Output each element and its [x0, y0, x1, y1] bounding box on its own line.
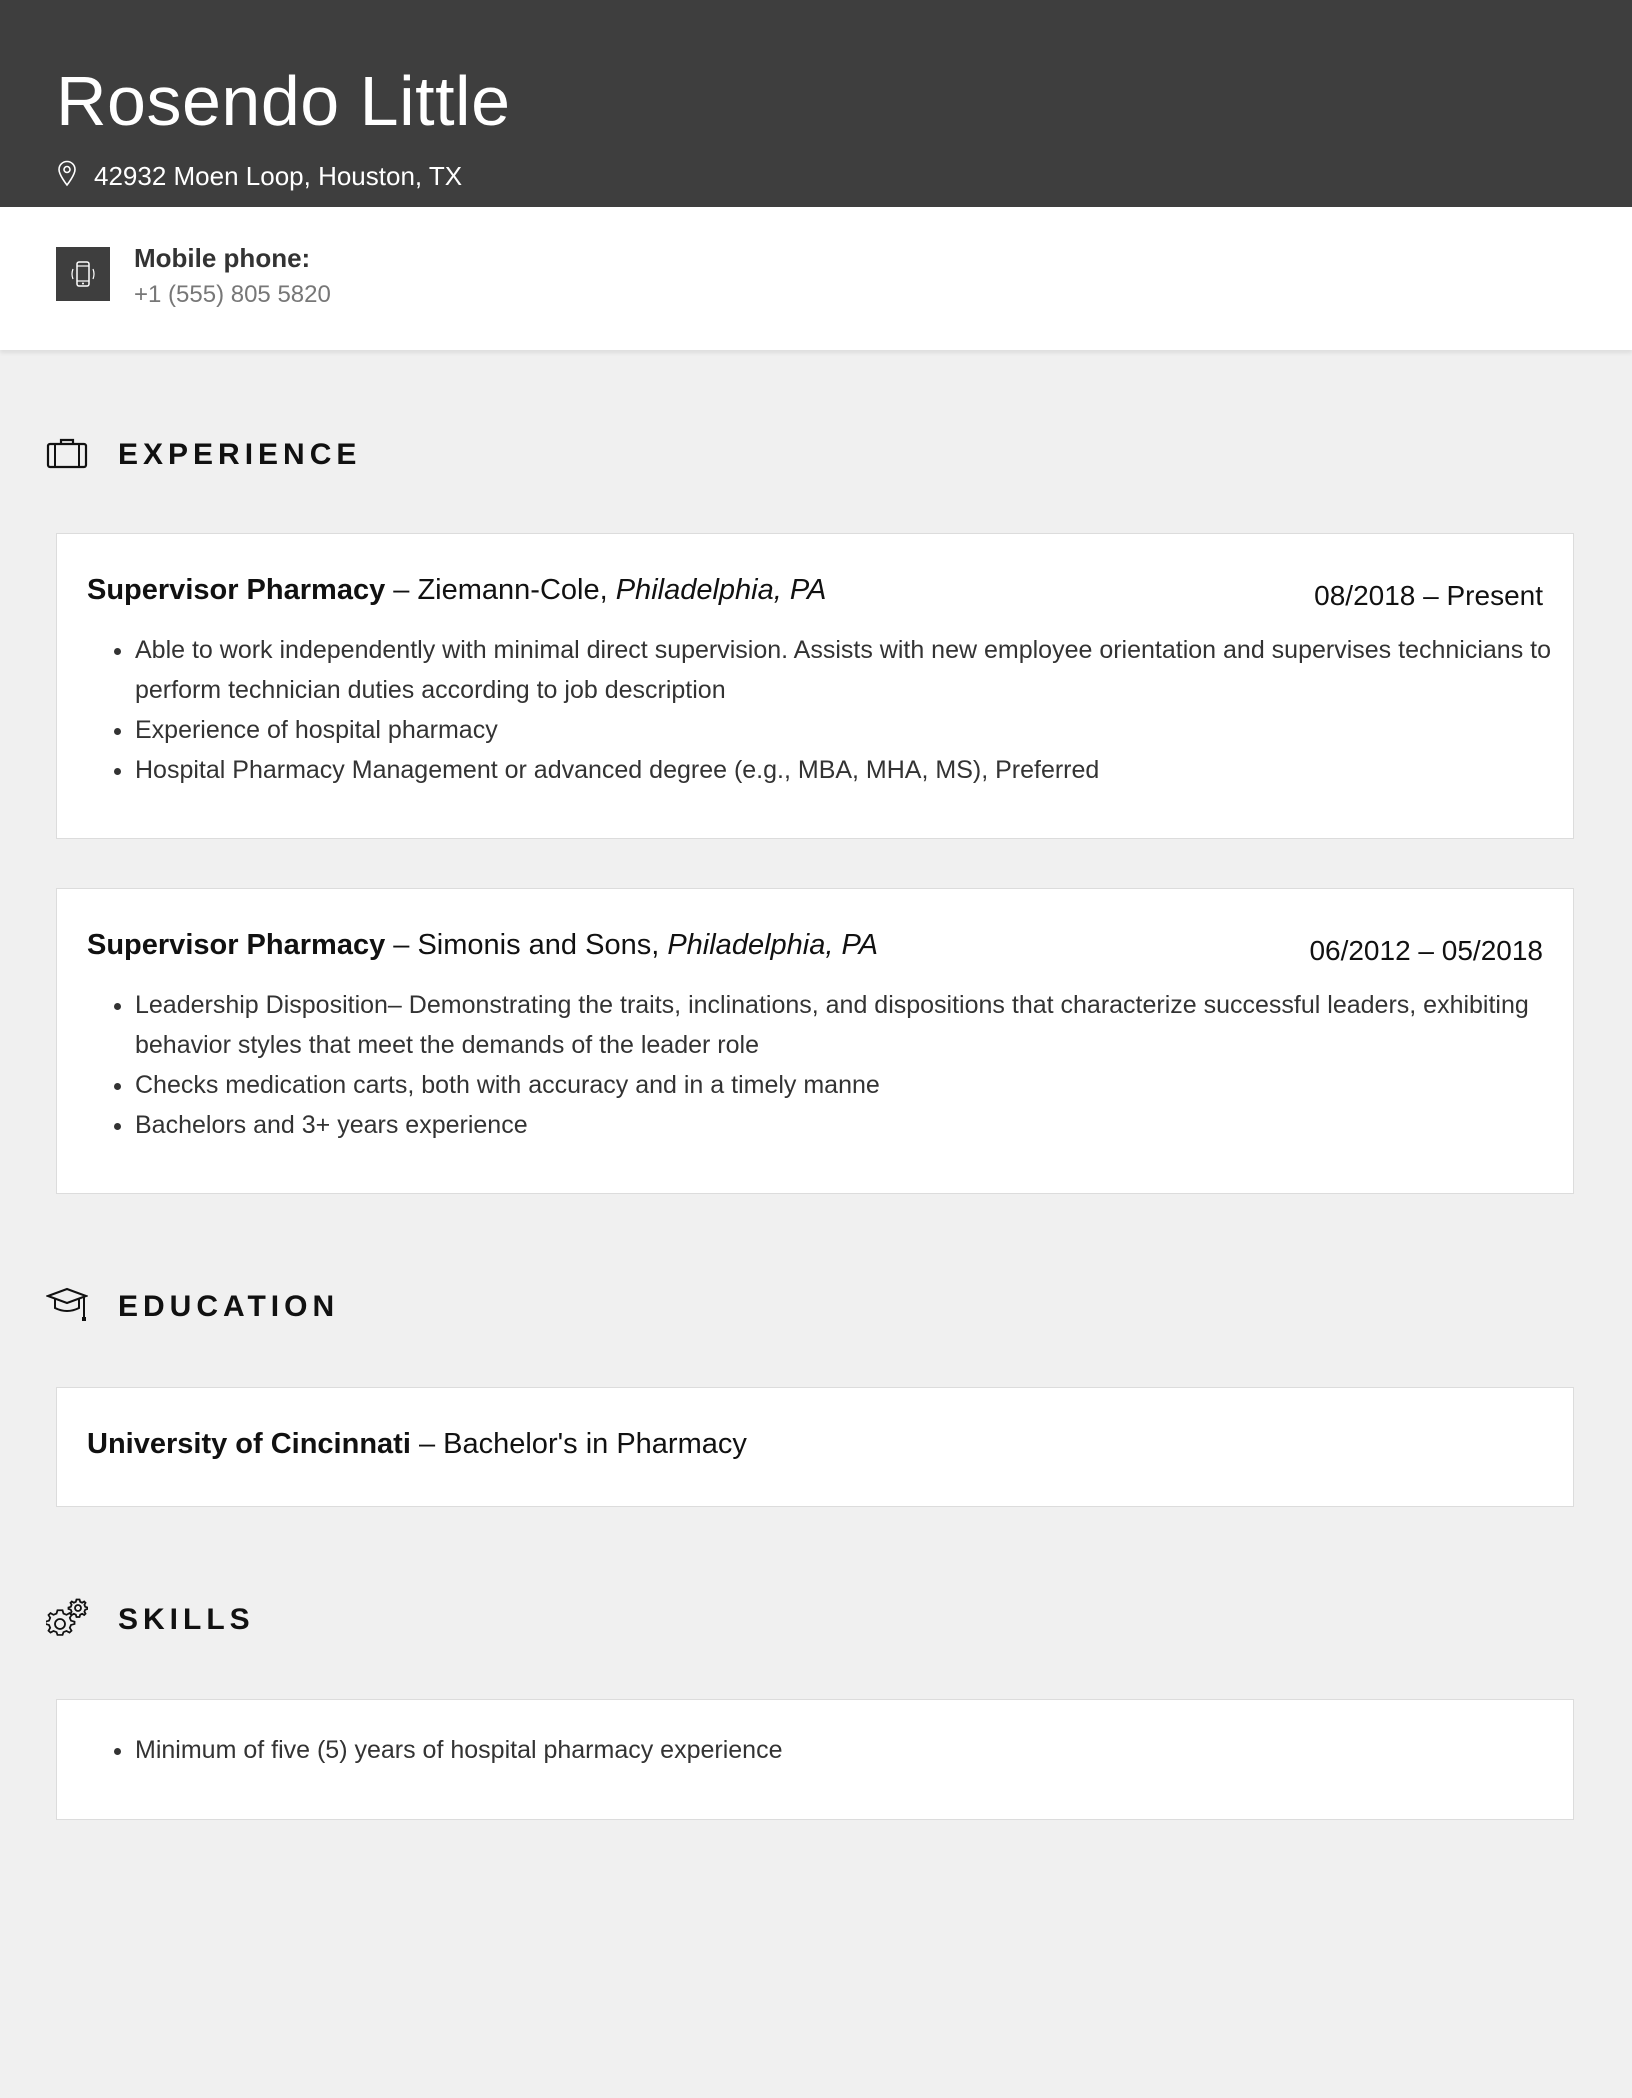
resume-header — [0, 0, 1632, 207]
job-role: Supervisor Pharmacy — [87, 929, 386, 961]
list-item: • Experience of hospital pharmacy — [135, 710, 1555, 750]
job-bullet-list — [57, 630, 1555, 790]
experience-title-line — [87, 574, 826, 607]
education-card — [56, 1387, 1574, 1507]
location-pin-icon — [56, 159, 94, 194]
list-item: • Checks medication carts, both with accuracy and in a timely manne — [135, 1065, 1555, 1105]
skills-title: SKILLS — [118, 1603, 255, 1636]
phone-label: Mobile phone: — [134, 243, 311, 273]
job-location: Philadelphia, PA — [667, 929, 878, 961]
experience-card — [56, 533, 1574, 839]
job-location: Philadelphia, PA — [615, 574, 827, 606]
experience-section-header — [46, 435, 361, 475]
comma-separator: , — [599, 574, 616, 606]
list-item: • Minimum of five (5) years of hospital pharmacy experience — [135, 1730, 1555, 1770]
comma-separator: , — [651, 929, 668, 961]
gears-icon — [46, 1598, 88, 1643]
experience-title-line — [87, 929, 878, 962]
degree-name: Bachelor's in Pharmacy — [443, 1428, 747, 1460]
school-name: University of Cincinnati — [87, 1428, 411, 1460]
company-name: Simonis and Sons — [417, 929, 652, 961]
list-item: • Hospital Pharmacy Management or advanced degree (e.g., MBA, MHA, MS), Preferred — [135, 750, 1555, 790]
skills-section-header — [46, 1600, 255, 1640]
mobile-phone-icon — [56, 247, 110, 301]
candidate-name: Rosendo Little — [56, 62, 511, 140]
title-separator: – — [393, 929, 418, 961]
list-item: • Leadership Disposition– Demonstrating the traits, inclinations, and dispositions that characterize successful leaders, exhibiting behavior styles that meet the demands of the leader role — [135, 985, 1555, 1065]
phone-number[interactable]: +1 (555) 805 5820 — [134, 281, 331, 308]
company-name: Ziemann-Cole — [417, 574, 600, 606]
experience-card — [56, 888, 1574, 1194]
education-section-header — [46, 1287, 339, 1327]
contact-band — [0, 207, 1632, 350]
address-text: 42932 Moen Loop, Houston, TX — [94, 160, 463, 191]
job-role: Supervisor Pharmacy — [87, 574, 386, 606]
graduation-cap-icon — [46, 1287, 88, 1328]
skills-card — [56, 1699, 1574, 1820]
education-title: EDUCATION — [118, 1290, 340, 1323]
list-item: • Able to work independently with minimal direct supervision. Assists with new employee orientation and supervises technicians to perform technician duties according to job description — [135, 630, 1555, 710]
education-entry — [87, 1428, 747, 1461]
title-separator: – — [418, 1428, 444, 1460]
job-bullet-list — [57, 985, 1555, 1145]
address-row — [56, 158, 462, 194]
briefcase-icon — [46, 437, 88, 474]
job-dates: 06/2012 – 05/2018 — [1309, 935, 1543, 966]
list-item: • Bachelors and 3+ years experience — [135, 1105, 1555, 1145]
skills-list — [57, 1730, 1555, 1770]
job-dates: 08/2018 – Present — [1314, 580, 1543, 611]
title-separator: – — [393, 574, 418, 606]
experience-title: EXPERIENCE — [118, 438, 362, 471]
